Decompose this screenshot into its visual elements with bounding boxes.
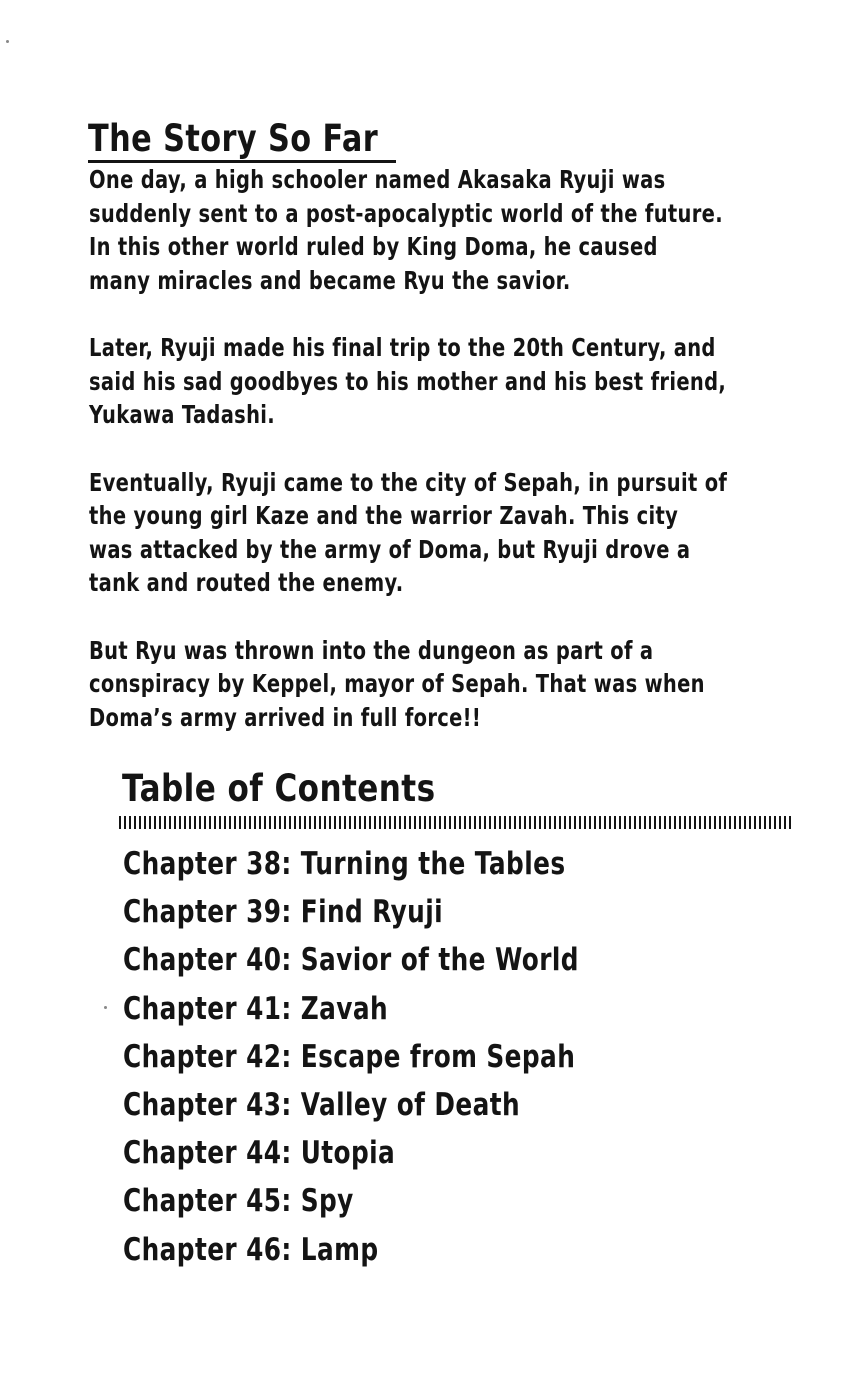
story-line: In this other world ruled by King Doma, he caused <box>89 232 658 261</box>
story-line: the young girl Kaze and the warrior Zavah. This city <box>89 501 679 530</box>
chapter-list <box>123 840 843 1274</box>
story-line: Yukawa Tadashi. <box>89 400 276 429</box>
story-paragraph-4 <box>89 634 791 735</box>
chapter-entry-43: Chapter 43: Valley of Death <box>123 1087 521 1124</box>
story-paragraph-2 <box>89 331 791 432</box>
story-line: many miracles and became Ryu the savior. <box>89 265 571 295</box>
story-so-far-title: The Story So Far <box>88 117 379 160</box>
scan-speck <box>6 40 9 43</box>
story-line: conspiracy by Keppel, mayor of Sepah. That was when <box>89 669 705 698</box>
toc-divider-rule <box>119 816 793 829</box>
chapter-entry-42: Chapter 42: Escape from Sepah <box>123 1038 576 1075</box>
story-line: was attacked by the army of Doma, but Ryuji drove a <box>89 534 691 564</box>
story-line: Later, Ryuji made his final trip to the 20th Century, and <box>89 333 716 362</box>
story-summary <box>89 163 791 768</box>
story-line: tank and routed the enemy. <box>89 568 404 597</box>
story-paragraph-1 <box>89 163 791 297</box>
chapter-entry-46: Chapter 46: Lamp <box>123 1231 379 1268</box>
story-line: But Ryu was thrown into the dungeon as part of a <box>89 635 654 665</box>
story-line: said his sad goodbyes to his mother and his best friend, <box>89 366 727 396</box>
story-line: suddenly sent to a post-apocalyptic world of the future. <box>89 198 723 228</box>
chapter-entry-41: Chapter 41: Zavah <box>123 990 389 1027</box>
table-of-contents-title: Table of Contents <box>122 767 436 810</box>
chapter-entry-44: Chapter 44: Utopia <box>123 1135 396 1172</box>
story-line: Eventually, Ryuji came to the city of Sepah, in pursuit of <box>89 467 728 497</box>
chapter-entry-39: Chapter 39: Find Ryuji <box>123 894 444 931</box>
chapter-entry-38: Chapter 38: Turning the Tables <box>123 846 566 882</box>
scan-speck <box>104 1006 107 1009</box>
story-paragraph-3 <box>89 466 791 600</box>
story-line: Doma’s army arrived in full force!! <box>89 702 482 732</box>
story-line: One day, a high schooler named Akasaka Ryuji was <box>89 165 666 194</box>
chapter-entry-45: Chapter 45: Spy <box>123 1183 354 1220</box>
chapter-entry-40: Chapter 40: Savior of the World <box>123 942 579 979</box>
